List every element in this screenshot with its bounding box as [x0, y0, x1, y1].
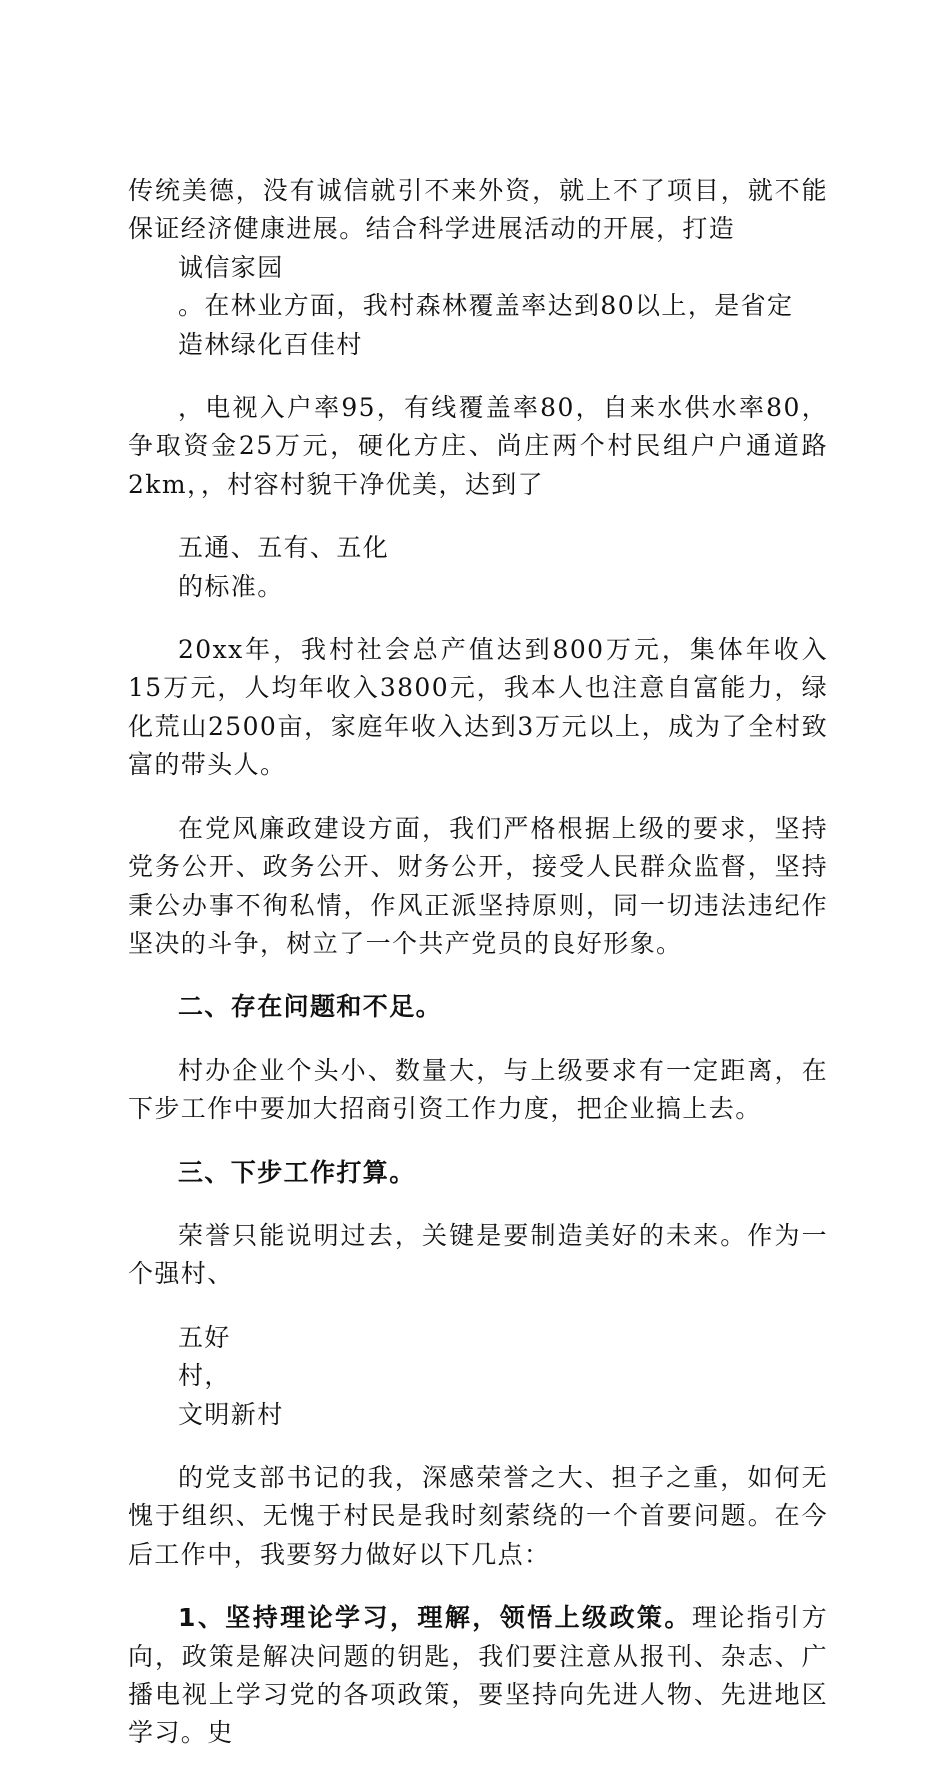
paragraph: 的党支部书记的我，深感荣誉之大、担子之重，如何无愧于组织、无愧于村民是我时刻萦绕的一个首要问题。在今后工作中，我要努力做好以下几点： [128, 1462, 828, 1569]
paragraph: 村办企业个头小、数量大，与上级要求有一定距离，在下步工作中要加大招商引资工作力度，把企业搞上去。 [128, 1055, 828, 1124]
paragraph-continuation: 传统美德，没有诚信就引不来外资，就上不了项目，就不能保证经济健康进展。结合科学进展活动的开展，打造 [128, 176, 828, 244]
text-fragment: 五好 [178, 1322, 231, 1352]
paragraph [128, 1599, 828, 1753]
subheading-inline: 1、坚持理论学习，理解，领悟上级政策。 [178, 1603, 692, 1633]
text-fragment: 造林绿化百佳村 [178, 329, 363, 359]
paragraph: 20xx年，我村社会总产值达到800万元，集体年收入15万元，人均年收入3800元，我本人也注意自富能力，绿化荒山2500亩，家庭年收入达到3万元以上，成为了全村致富的带头人。 [128, 635, 828, 780]
paragraph: 在党风廉政建设方面，我们严格根据上级的要求，坚持党务公开、政务公开、财务公开，接受人民群众监督，坚持秉公办事不徇私情，作风正派坚持原则，同一切违法违纪作坚决的斗争，树立了一个共产党员的良好形象。 [128, 813, 828, 958]
document-body [128, 172, 828, 1778]
paragraph: 荣誉只能说明过去，关键是要制造美好的未来。作为一个强村、 [128, 1220, 828, 1289]
text-fragment: 村， [178, 1361, 231, 1391]
paragraph: ，电视入户率95，有线覆盖率80，自来水供水率80，争取资金25万元，硬化方庄、尚庄两个村民组户户通道路2km，，村容村貌干净优美，达到了 [128, 393, 828, 499]
text-fragment: 诚信家园 [178, 252, 284, 282]
text-fragment: 文明新村 [178, 1399, 284, 1429]
text-fragment: 的标准。 [178, 571, 284, 601]
text-fragment: 五通、五有、五化 [178, 533, 390, 563]
text-fragment: 。在林业方面，我村森林覆盖率达到80以上，是省定 [178, 291, 794, 321]
section-heading: 二、存在问题和不足。 [178, 992, 443, 1022]
section-heading: 三、下步工作打算。 [178, 1157, 416, 1187]
paragraph-text: 理论指引方向，政策是解决问题的钥匙，我们要注意从报刊、杂志、广播电视上学习党的各项政策，要坚持向先进人物、先进地区学习。史 [128, 1603, 828, 1748]
